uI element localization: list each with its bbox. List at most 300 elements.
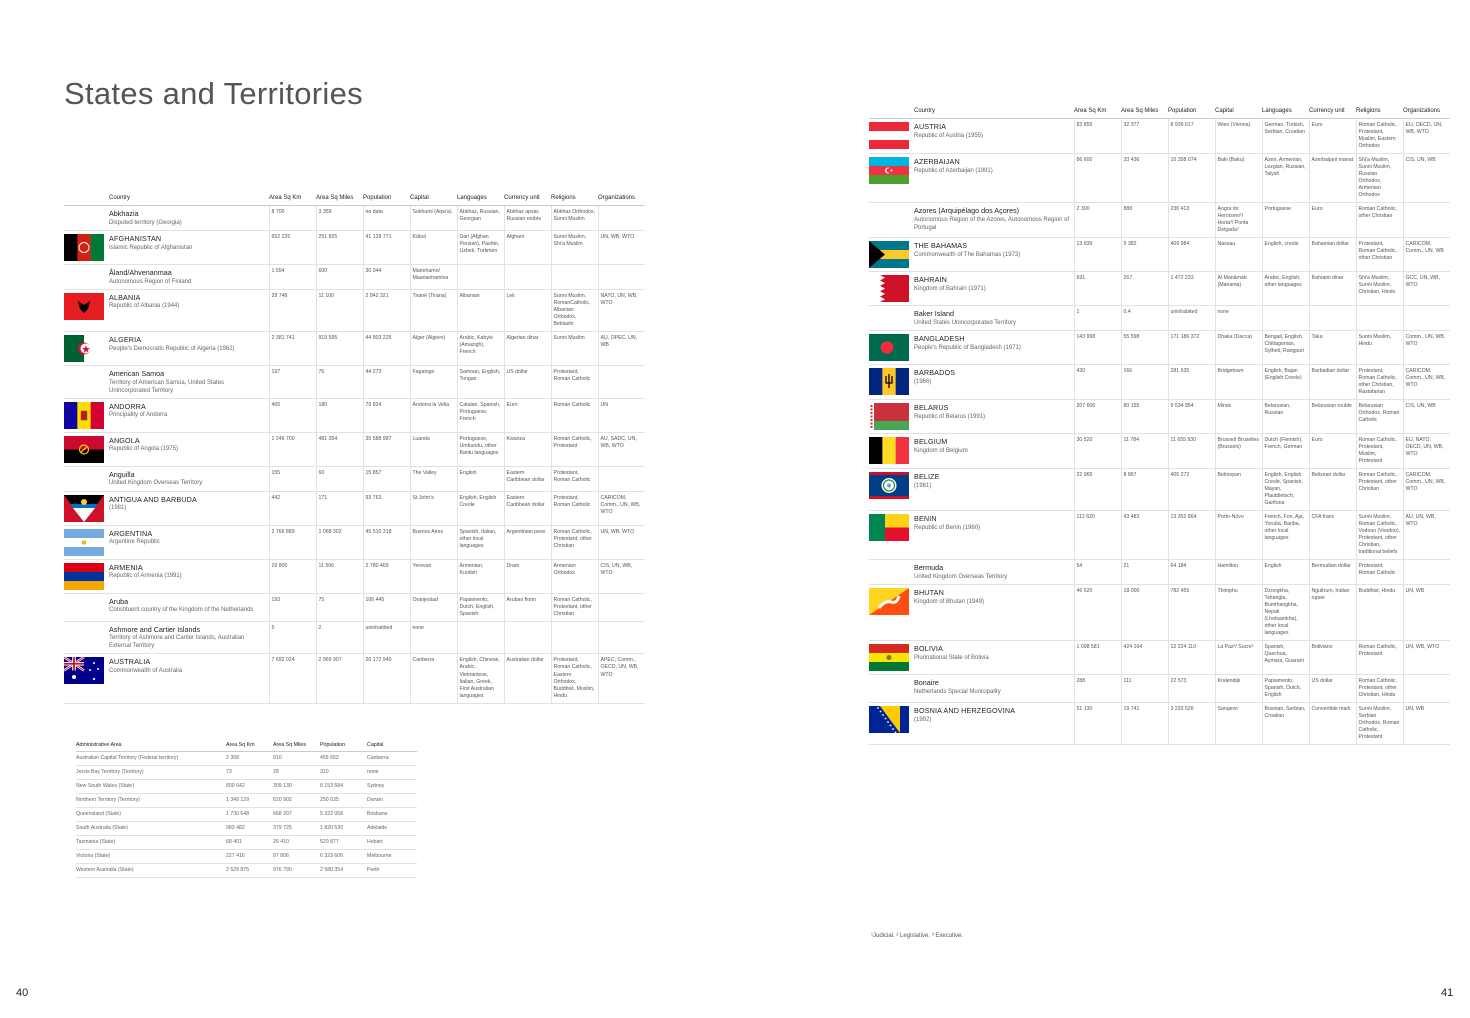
flag-cell (869, 154, 914, 203)
country-name: ANTIGUA AND BARBUDA (109, 494, 197, 504)
table-row (869, 365, 1450, 400)
cell-mi: 481 354 (316, 432, 363, 466)
cell-pop: 409 984 (1168, 238, 1215, 272)
cell-cur (1309, 306, 1356, 331)
flag-cell (869, 203, 914, 238)
cell-cap: Minsk (1215, 400, 1262, 434)
country-name: BHUTAN (914, 588, 944, 598)
table-row (869, 434, 1450, 469)
cell-lang: Portuguese, Umbundu, other Bantu languages (457, 432, 504, 466)
cell-km: 46 620 (1074, 585, 1121, 641)
admin-cell-mi: 28 (273, 766, 320, 780)
cell-pop: 44 273 (363, 365, 410, 398)
country-official-name: Autonomous Region of Finland (109, 278, 192, 285)
cell-lang: English, English Creole (457, 491, 504, 525)
flag-albania-icon (64, 293, 104, 320)
flag-bhutan-icon (869, 588, 909, 615)
cell-mi: 424 164 (1121, 641, 1168, 675)
cell-rel: Buddhist, Hindu (1356, 585, 1403, 641)
cell-cap: La Paz²/ Sucre¹ (1215, 641, 1262, 675)
country-official-name: Islamic Republic of Afghanistan (109, 244, 193, 251)
flag-cell (869, 511, 914, 560)
table-row (869, 469, 1450, 511)
admin-cell-pop: 310 (320, 766, 367, 780)
cell-km: 465 (269, 398, 316, 432)
cell-cap: The Valley (410, 466, 457, 491)
country-official-name: Territory of Ashmore and Cartier Islands, Australian External Territory (109, 635, 245, 650)
cell-cap: St John's (410, 491, 457, 525)
cell-org (598, 264, 645, 289)
cell-org (1403, 306, 1450, 331)
flag-cell (64, 398, 109, 432)
admin-cell-mi: 976 790 (273, 864, 320, 878)
cell-cap: none (1215, 306, 1262, 331)
cell-pop: 3 233 526 (1168, 703, 1215, 745)
country-name: BELGIUM (914, 437, 948, 447)
table-row (869, 675, 1450, 703)
cell-rel: Roman Catholic (551, 398, 598, 432)
admin-cell-area: Victoria (State) (76, 850, 226, 864)
cell-org: UN, WB, WTO (1403, 641, 1450, 675)
header-cap: Capital (1215, 107, 1262, 119)
table-row (64, 331, 645, 365)
cell-lang: Albanian (457, 289, 504, 331)
cell-rel: Roman Catholic, Protestant, Muslim, Eastern Orthodox (1356, 119, 1403, 154)
header-org: Organizations (1403, 107, 1450, 119)
cell-pop: 22 573 (1168, 675, 1215, 703)
country-official-name: Republic of Angola (1975) (109, 446, 179, 453)
cell-cap: Canberra (410, 654, 457, 703)
country-cell (914, 203, 1074, 238)
country-official-name: (1992) (914, 717, 932, 724)
country-official-name: Republic of Azerbaijan (1991) (914, 167, 993, 174)
admin-cell-km: 68 401 (226, 836, 273, 850)
country-official-name: Plurinational State of Bolivia (914, 655, 989, 662)
table-row (64, 289, 645, 331)
flag-austria-icon (869, 122, 909, 149)
table-row (869, 400, 1450, 434)
header-lang: Languages (1262, 107, 1309, 119)
flag-cell (869, 560, 914, 585)
cell-mi: 251 825 (316, 230, 363, 264)
table-row (64, 466, 645, 491)
cell-cap: Angra do Heroísmo¹/ Horta²/ Ponta Delgada³ (1215, 203, 1262, 238)
country-official-name: Commonwealth of Australia (109, 668, 183, 675)
cell-pop: 93 763 (363, 491, 410, 525)
header-rel: Religions (1356, 107, 1403, 119)
cell-mi: 0.4 (1121, 306, 1168, 331)
cell-cap: Brussel/ Bruxelles (Brussels) (1215, 434, 1262, 469)
country-cell (109, 365, 269, 398)
cell-org (598, 593, 645, 621)
flag-bahamas-icon (869, 241, 909, 268)
flag-bolivia-icon (869, 644, 909, 671)
cell-org: Comm., UN, WB, WTO (1403, 331, 1450, 365)
flag-cell (869, 469, 914, 511)
flag-australia-icon (64, 657, 104, 684)
cell-rel: Roman Catholic, Protestant, other Christian (551, 593, 598, 621)
admin-row (76, 822, 417, 836)
cell-org (1403, 675, 1450, 703)
table-row (869, 306, 1450, 331)
header-mi: Area Sq Miles (316, 194, 363, 206)
admin-row (76, 850, 417, 864)
country-official-name: (1966) (914, 378, 932, 385)
right-page (735, 0, 1470, 1018)
cell-org: AU, UN, WB, WTO (1403, 511, 1450, 560)
country-name: Anguilla (109, 469, 135, 479)
table-row (64, 365, 645, 398)
cell-org: UN, WB, WTO (598, 525, 645, 559)
header-country: Country (109, 194, 269, 206)
flag-benin-icon (869, 514, 909, 541)
country-official-name: People's Republic of Bangladesh (1971) (914, 344, 1021, 351)
country-cell (109, 398, 269, 432)
cell-org: CIS, UN, WB, WTO (598, 559, 645, 593)
cell-lang: Dari (Afghan Persian), Pashto, Uzbek, Turkmen (457, 230, 504, 264)
country-cell (914, 675, 1074, 703)
country-name: American Samoa (109, 368, 165, 378)
flag-andorra-icon (64, 402, 104, 429)
cell-cur: Dram (504, 559, 551, 593)
cell-lang: Dzongkha, Tshangla, Bumthangkha, Nepali (Lhotsamkha), other local languages (1262, 585, 1309, 641)
country-official-name: Republic of Austria (1955) (914, 132, 984, 139)
admin-row (76, 836, 417, 850)
cell-cap: Mariehamn/ Maarianhamina (410, 264, 457, 289)
cell-rel: Roman Catholic, Protestant, other Christian, Hindu (1356, 675, 1403, 703)
cell-rel: Protestant, Roman Catholic (1356, 560, 1403, 585)
admin-cell-km: 2 529 875 (226, 864, 273, 878)
country-official-name: Argentine Republic (109, 539, 160, 546)
flag-barbados-icon (869, 368, 909, 395)
cell-cap: Al Manāmah (Manama) (1215, 272, 1262, 306)
cell-cur (504, 621, 551, 654)
cell-rel: Protestant, Roman Catholic (551, 466, 598, 491)
cell-rel: Sunni Muslim, RomanCatholic, Albanian Orthodox, Bektashi (551, 289, 598, 331)
cell-cap: Buenos Aires (410, 525, 457, 559)
admin-cell-pop: 1 820 530 (320, 822, 367, 836)
cell-km: 691 (1074, 272, 1121, 306)
cell-mi: 171 (316, 491, 363, 525)
flag-cell (64, 491, 109, 525)
header-country: Country (914, 107, 1074, 119)
admin-cell-cap: Perth (367, 864, 417, 878)
cell-mi: 32 377 (1121, 119, 1168, 154)
cell-km: 54 (1074, 560, 1121, 585)
cell-lang: English, English Creole, Spanish, Mayan, Plautdietsch, Garifuna (1262, 469, 1309, 511)
cell-km: 8 700 (269, 206, 316, 231)
flag-cell (64, 525, 109, 559)
flag-cell (869, 585, 914, 641)
cell-org: UN, WB, WTO (598, 230, 645, 264)
table-row (64, 525, 645, 559)
country-name: BENIN (914, 514, 937, 524)
admin-cell-area: Australian Capital Territory (Federal territory) (76, 752, 226, 766)
cell-lang: Papiamento, Spanish, Dutch, English (1262, 675, 1309, 703)
cell-lang: English (1262, 560, 1309, 585)
cell-rel: Sunni Muslim (551, 331, 598, 365)
table-row (869, 238, 1450, 272)
cell-cur: Bermudian dollar (1309, 560, 1356, 585)
cell-pop: 782 455 (1168, 585, 1215, 641)
flag-cell (869, 331, 914, 365)
cell-rel: Sunni Muslim, Hindu (1356, 331, 1403, 365)
cell-pop: 30 344 (363, 264, 410, 289)
country-name: BOLIVIA (914, 644, 944, 654)
cell-cap: Fagatogo (410, 365, 457, 398)
country-cell (109, 525, 269, 559)
cell-lang: Armenian, Kurdish (457, 559, 504, 593)
cell-km: 13 939 (1074, 238, 1121, 272)
country-cell (109, 654, 269, 703)
cell-cur: Azerbaijani manat (1309, 154, 1356, 203)
cell-cap: Sarajevo (1215, 703, 1262, 745)
cell-org (598, 206, 645, 231)
cell-cur: Ngultrum, Indian rupee (1309, 585, 1356, 641)
cell-cur: Convertible mark (1309, 703, 1356, 745)
header-cur: Currency unit (1309, 107, 1356, 119)
cell-cur: Barbadian dollar (1309, 365, 1356, 400)
cell-km: 197 (269, 365, 316, 398)
cell-org: CIS, UN, WB (1403, 154, 1450, 203)
cell-km: 22 965 (1074, 469, 1121, 511)
cell-cur: Aruban florin (504, 593, 551, 621)
country-official-name: Netherlands Special Municipality (914, 689, 1001, 696)
cell-mi: 11 506 (316, 559, 363, 593)
cell-cap: Kralendijk (1215, 675, 1262, 703)
cell-pop: 12 224 110 (1168, 641, 1215, 675)
cell-cur: Eastern Caribbean dollar (504, 491, 551, 525)
cell-org (1403, 560, 1450, 585)
cell-lang: Papiamento, Dutch, English, Spanish (457, 593, 504, 621)
cell-lang: Catalan, Spanish, Portuguese, French (457, 398, 504, 432)
cell-km: 83 855 (1074, 119, 1121, 154)
cell-rel: Sunni Muslim, Roman Catholic, Vodoun (Voodoo), Protestant, other Christian, traditional beliefs (1356, 511, 1403, 560)
country-official-name: Principality of Andorra (109, 412, 168, 419)
cell-pop: 35 588 987 (363, 432, 410, 466)
country-name: AUSTRIA (914, 122, 947, 132)
flag-cell (64, 432, 109, 466)
states-table-right (869, 107, 1450, 745)
country-cell (914, 331, 1074, 365)
table-row (64, 432, 645, 466)
admin-cell-cap: none (367, 766, 417, 780)
cell-pop: 79 824 (363, 398, 410, 432)
table-row (869, 119, 1450, 154)
admin-cell-area: Northern Territory (Territory) (76, 794, 226, 808)
cell-rel (551, 264, 598, 289)
table-row (869, 272, 1450, 306)
admin-cell-pop: 520 877 (320, 836, 367, 850)
cell-pop: 9 534 954 (1168, 400, 1215, 434)
admin-cell-pop: 250 635 (320, 794, 367, 808)
flag-armenia-icon (64, 563, 104, 590)
cell-km: 5 (269, 621, 316, 654)
cell-cur: Lek (504, 289, 551, 331)
cell-rel (551, 621, 598, 654)
admin-cell-km: 983 482 (226, 822, 273, 836)
cell-cur: Kwanza (504, 432, 551, 466)
country-cell (914, 511, 1074, 560)
cell-rel: Protestant, Roman Catholic (551, 491, 598, 525)
cell-mi: 8 867 (1121, 469, 1168, 511)
page-title: States and Territories (64, 76, 363, 111)
cell-mi: 19 741 (1121, 703, 1168, 745)
country-cell (914, 238, 1074, 272)
country-official-name: Commonwealth of The Bahamas (1973) (914, 252, 1021, 259)
cell-rel: Sunni Muslim, Serbian Orthodox, Roman Catholic, Protestant (1356, 703, 1403, 745)
table-row (64, 559, 645, 593)
table-row (869, 641, 1450, 675)
states-table-left (64, 194, 645, 704)
country-cell (109, 206, 269, 231)
table-row (869, 703, 1450, 745)
flag-bahrain-icon (869, 275, 909, 302)
admin-cell-cap: Canberra (367, 752, 417, 766)
header-km: Area Sq Km (1074, 107, 1121, 119)
admin-cell-km: 1 349 129 (226, 794, 273, 808)
cell-mi: 21 (1121, 560, 1168, 585)
admin-header-km: Area Sq Km (226, 742, 273, 752)
cell-rel: Roman Catholic, Protestant (551, 432, 598, 466)
country-cell (914, 560, 1074, 585)
cell-cap: Porto-Novo (1215, 511, 1262, 560)
admin-cell-mi: 668 207 (273, 808, 320, 822)
country-official-name: Republic of Albania (1944) (109, 303, 180, 310)
cell-rel: Roman Catholic, Protestant, Muslim, Protestant (1356, 434, 1403, 469)
cell-lang: Dutch (Flemish), French, German (1262, 434, 1309, 469)
flag-cell (64, 206, 109, 231)
cell-pop: 13 352 864 (1168, 511, 1215, 560)
cell-cur: Belizean dollar (1309, 469, 1356, 511)
cell-km: 112 620 (1074, 511, 1121, 560)
cell-cap: Thimphu (1215, 585, 1262, 641)
cell-mi: 2 (316, 621, 363, 654)
country-cell (914, 119, 1074, 154)
cell-cur: Algerian dinar (504, 331, 551, 365)
admin-cell-pop: 5 322 058 (320, 808, 367, 822)
flag-cell (869, 675, 914, 703)
flag-antigua-icon (64, 495, 104, 522)
cell-cap: none (410, 621, 457, 654)
table-row (64, 621, 645, 654)
cell-lang: Portuguese (1262, 203, 1309, 238)
header-lang: Languages (457, 194, 504, 206)
admin-cell-km: 800 642 (226, 780, 273, 794)
flag-cell (869, 119, 914, 154)
cell-pop: 281 635 (1168, 365, 1215, 400)
admin-cell-area: New South Wales (State) (76, 780, 226, 794)
footnote: ¹Judicial. ² Legislative. ³ Executive. (871, 933, 964, 939)
cell-pop: 236 413 (1168, 203, 1215, 238)
table-row (64, 398, 645, 432)
country-official-name: Territory of American Samoa, United States Unincorporated Territory (109, 379, 225, 394)
flag-cell (64, 654, 109, 703)
cell-rel: Roman Catholic, other Christian (1356, 203, 1403, 238)
cell-km: 207 600 (1074, 400, 1121, 434)
cell-lang: English, creole (1262, 238, 1309, 272)
cell-cap: Alger (Algiers) (410, 331, 457, 365)
country-name: BANGLADESH (914, 334, 965, 344)
cell-mi: 76 (316, 365, 363, 398)
country-cell (109, 621, 269, 654)
country-name: ANGOLA (109, 435, 140, 445)
page-number-right: 41 (1441, 987, 1454, 999)
cell-cur: Bahraini dinar (1309, 272, 1356, 306)
cell-mi: 600 (316, 264, 363, 289)
country-official-name: United Kingdom Overseas Territory (914, 574, 1008, 581)
cell-cur: Australian dollar (504, 654, 551, 703)
country-cell (109, 593, 269, 621)
table-row (64, 230, 645, 264)
flag-argentina-icon (64, 529, 104, 556)
admin-cell-cap: Adelaide (367, 822, 417, 836)
flag-cell (869, 641, 914, 675)
cell-mi: 80 155 (1121, 400, 1168, 434)
cell-mi: 166 (1121, 365, 1168, 400)
admin-cell-mi: 910 (273, 752, 320, 766)
table-row (869, 154, 1450, 203)
cell-cur: Bahamian dollar (1309, 238, 1356, 272)
cell-mi: 180 (316, 398, 363, 432)
table-row (64, 654, 645, 703)
header-pop: Population (363, 194, 410, 206)
cell-org: EU, NATO, OECD, UN, WB, WTO (1403, 434, 1450, 469)
cell-pop: 45 510 318 (363, 525, 410, 559)
admin-row (76, 794, 417, 808)
cell-pop: 2 842 321 (363, 289, 410, 331)
country-cell (109, 289, 269, 331)
flag-cell (64, 289, 109, 331)
flag-cell (869, 434, 914, 469)
flag-cell (64, 365, 109, 398)
cell-mi: 55 598 (1121, 331, 1168, 365)
cell-mi: 43 483 (1121, 511, 1168, 560)
cell-pop: 2 780 469 (363, 559, 410, 593)
cell-rel: Protestant, Roman Catholic (551, 365, 598, 398)
country-official-name: Constituent country of the Kingdom of the Netherlands (109, 607, 254, 614)
cell-cur: CFA franc (1309, 511, 1356, 560)
admin-row (76, 864, 417, 878)
admin-cell-pop: 2 580 354 (320, 864, 367, 878)
table-row (869, 203, 1450, 238)
header-mi: Area Sq Miles (1121, 107, 1168, 119)
country-name: ALGERIA (109, 334, 142, 344)
cell-km: 193 (269, 593, 316, 621)
cell-org: UN, WB (1403, 585, 1450, 641)
country-cell (109, 432, 269, 466)
country-official-name: Republic of Armenia (1991) (109, 573, 182, 580)
cell-cap: Andorra la Vella (410, 398, 457, 432)
cell-pop: 8 939 617 (1168, 119, 1215, 154)
cell-cap: Yerevan (410, 559, 457, 593)
admin-cell-pop: 6 323 606 (320, 850, 367, 864)
country-official-name: Kingdom of Bahrain (1971) (914, 286, 986, 293)
country-cell (914, 703, 1074, 745)
table-row (64, 206, 645, 231)
flag-angola-icon (64, 436, 104, 463)
admin-cell-km: 73 (226, 766, 273, 780)
country-name: ANDORRA (109, 401, 146, 411)
cell-rel: Armenian Orthodox (551, 559, 598, 593)
cell-lang: Bengali, English, Chittagonian, Sylheti, Rangpuri (1262, 331, 1309, 365)
flag-cell (64, 331, 109, 365)
country-name: Aruba (109, 596, 129, 606)
cell-km: 30 520 (1074, 434, 1121, 469)
table-row (869, 560, 1450, 585)
country-name: Abkhazia (109, 209, 139, 219)
cell-lang: Abkhaz, Russian, Georgian (457, 206, 504, 231)
